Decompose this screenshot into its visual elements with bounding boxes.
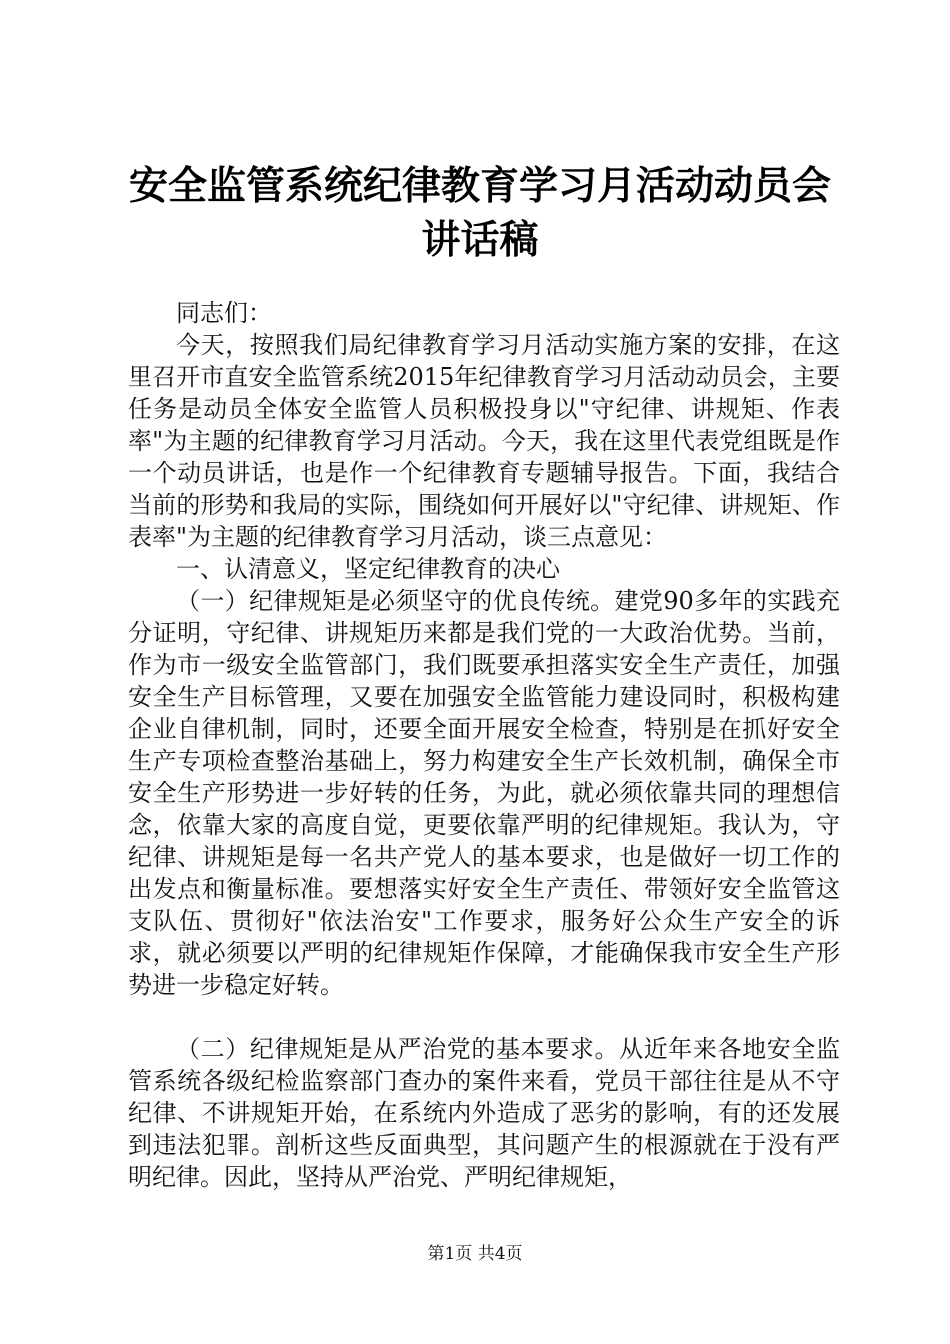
document-body: [128, 297, 840, 1193]
salutation: 同志们：: [176, 299, 272, 327]
document-title: 安全监管系统纪律教育学习月活动动员会讲话稿: [128, 164, 831, 263]
paragraph-subsection-1: （一）纪律规矩是必须坚守的优良传统。建党90多年的实践充分证明，守纪律、讲规矩历来都是我们党的一大政治优势。当前，作为市一级安全监管部门，我们既要承担落实安全生产责任，加强安全生产目标管理，又要在加强安全监管能力建设同时，积极构建企业自律机制，同时，还要全面开展安全检查，特别是在抓好安全生产专项检查整治基础上，努力构建安全生产长效机制，确保全市安全生产形势进一步好转的任务，为此，就必须依靠共同的理想信念，依靠大家的高度自觉，更要依靠严明的纪律规矩。我认为，守纪律、讲规矩是每一名共产党人的基本要求，也是做好一切工作的出发点和衡量标准。要想落实好安全生产责任、带领好安全监管这支队伍、贯彻好"依法治安"工作要求，服务好公众生产安全的诉求，就必须要以严明的纪律规矩作保障，才能确保我市安全生产形势进一步稳定好转。: [128, 587, 840, 999]
paragraph-intro: 今天，按照我们局纪律教育学习月活动实施方案的安排，在这里召开市直安全监管系统2015年纪律教育学习月活动动员会，主要任务是动员全体安全监管人员积极投身以"守纪律、讲规矩、作表率"为主题的纪律教育学习月活动。今天，我在这里代表党组既是作一个动员讲话，也是作一个纪律教育专题辅导报告。下面，我结合当前的形势和我局的实际，围绕如何开展好以"守纪律、讲规矩、作表率"为主题的纪律教育学习月活动，谈三点意见：: [128, 331, 840, 551]
section-heading: 一、认清意义，坚定纪律教育的决心: [176, 555, 560, 583]
paragraph-subsection-2: （二）纪律规矩是从严治党的基本要求。从近年来各地安全监管系统各级纪检监察部门查办的案件来看，党员干部往往是从不守纪律、不讲规矩开始，在系统内外造成了恶劣的影响，有的还发展到违法犯罪。剖析这些反面典型，其问题产生的根源就在于没有严明纪律。因此，坚持从严治党、严明纪律规矩，: [128, 1035, 840, 1191]
page-number: 第1页 共4页: [427, 1244, 523, 1264]
